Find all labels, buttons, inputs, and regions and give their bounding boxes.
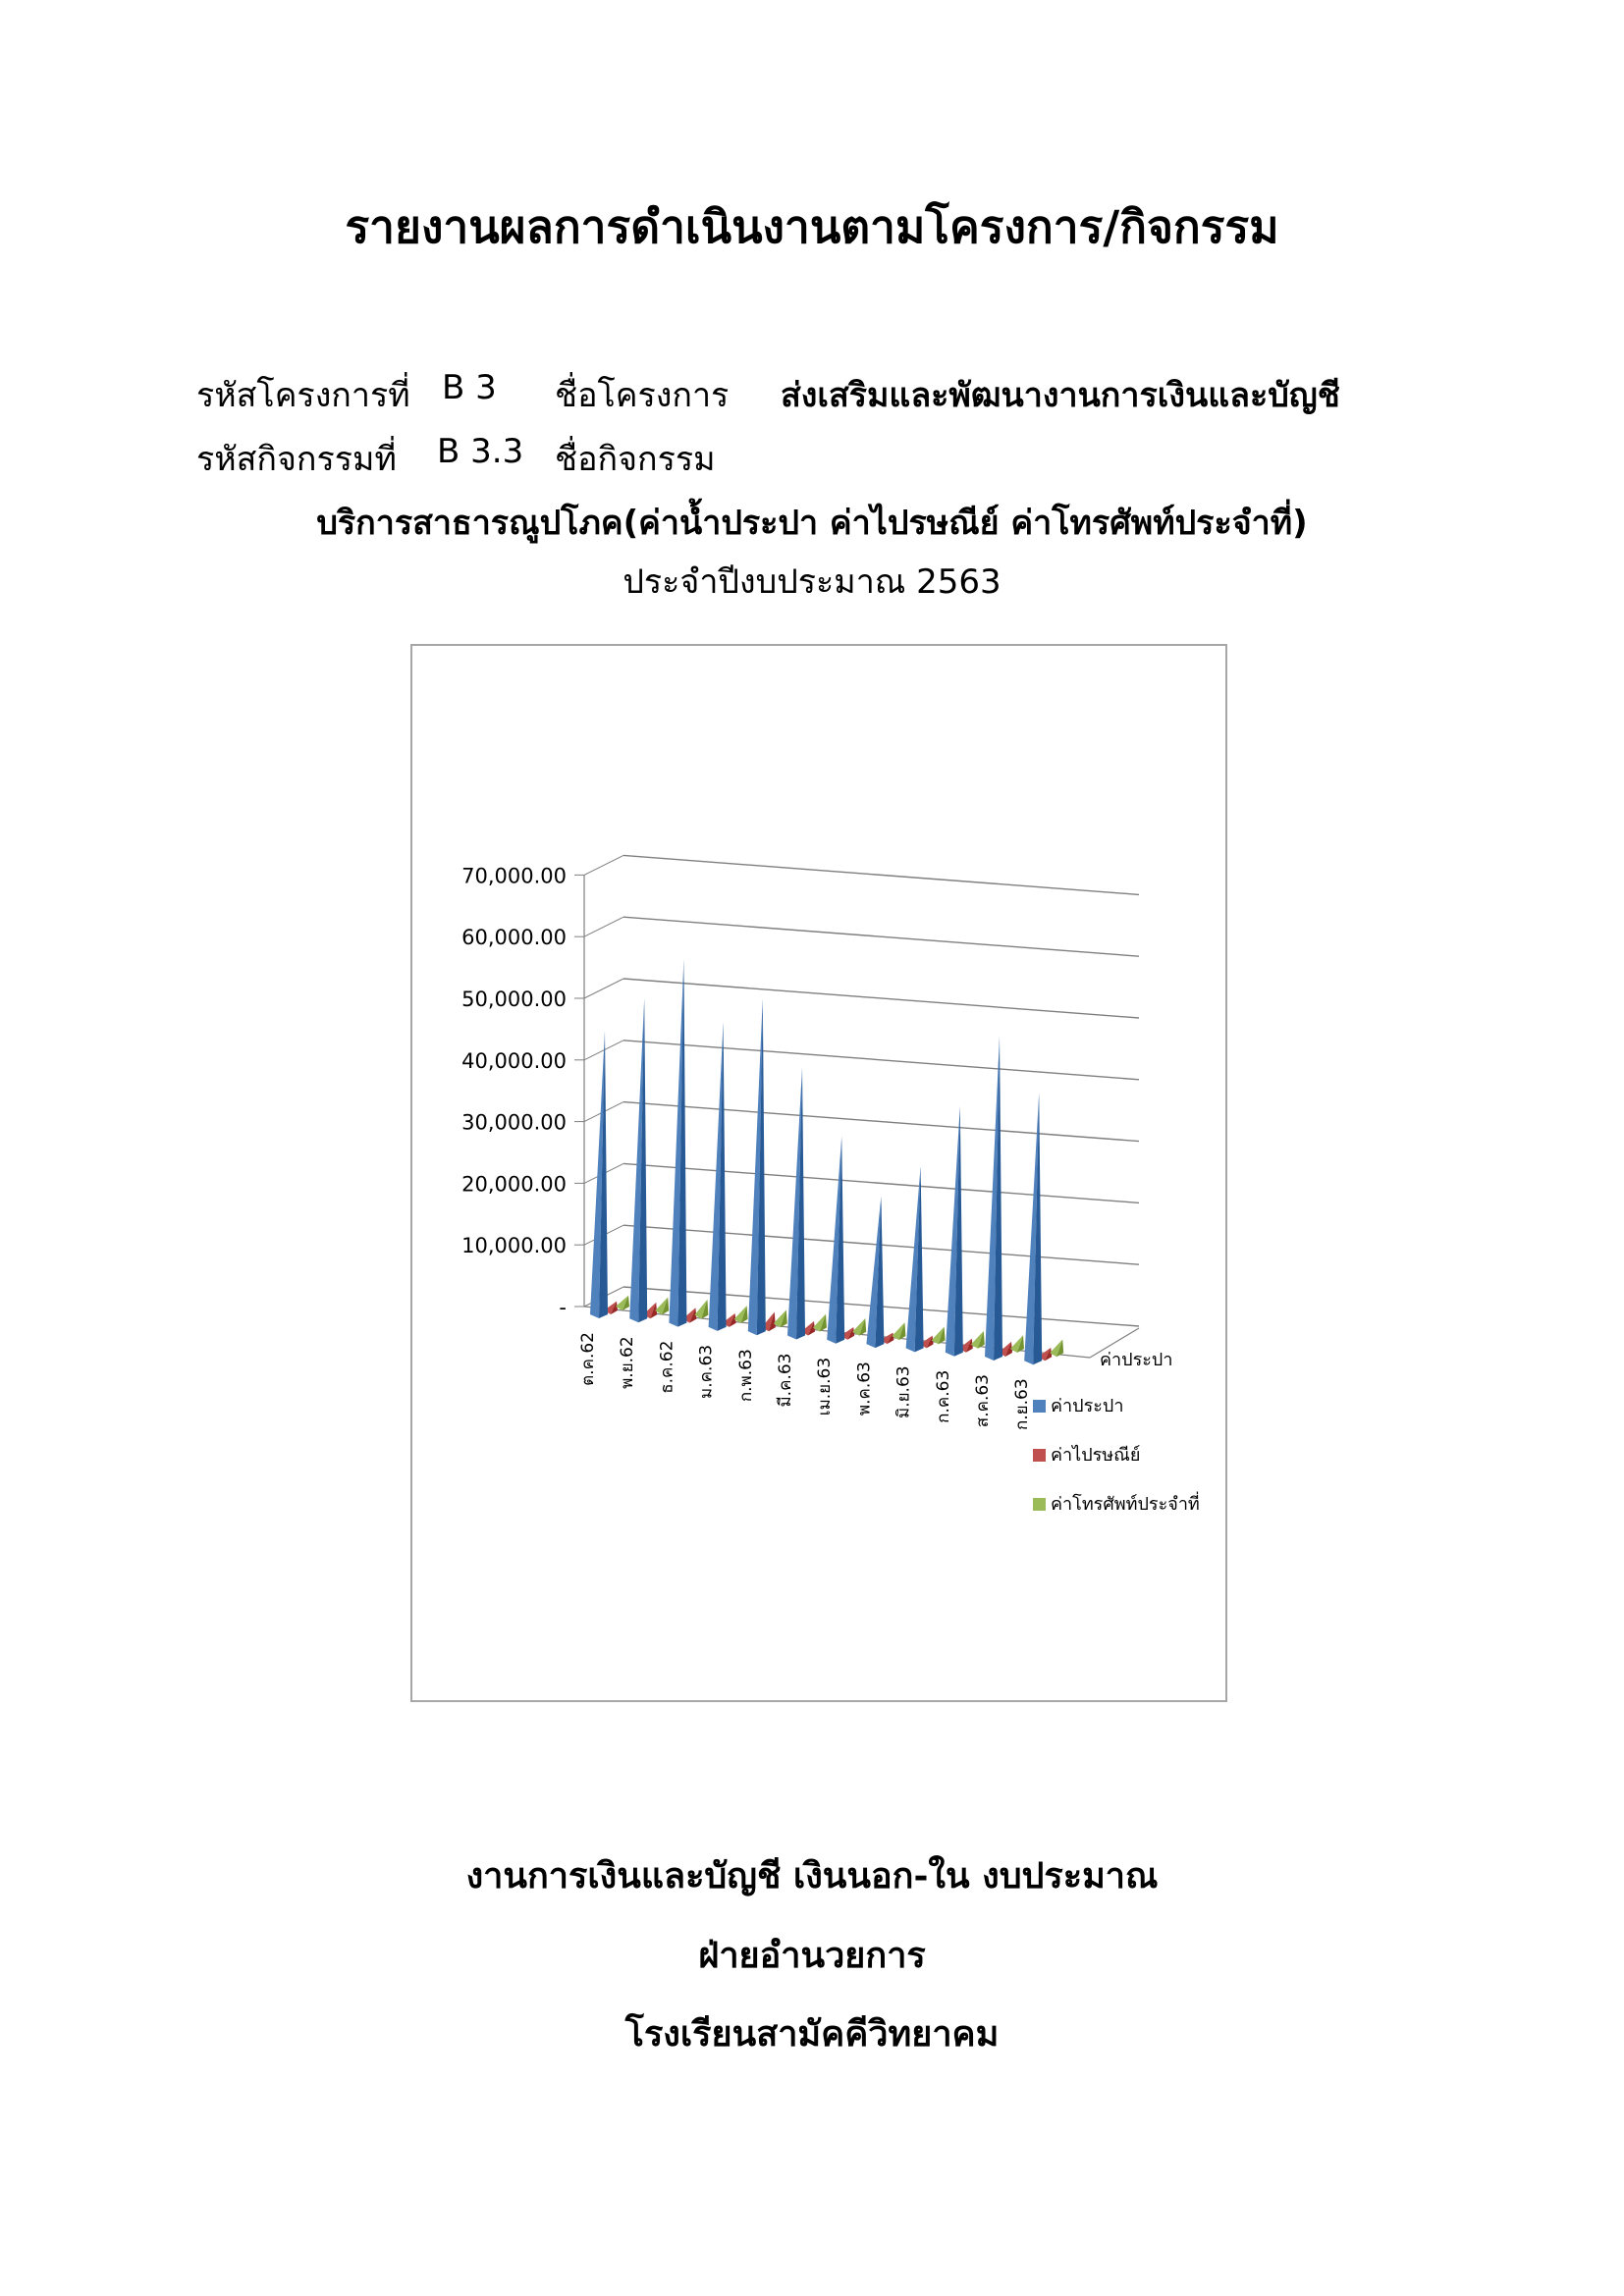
spike-telephone xyxy=(734,1306,748,1323)
y-tick-label: 60,000.00 xyxy=(461,926,567,950)
footer-department: งานการเงินและบัญชี เงินนอก-ใน งบประมาณ xyxy=(465,1855,1159,1896)
project-name-label: ชื่อโครงการ xyxy=(555,376,730,415)
gridline xyxy=(623,855,1139,894)
x-tick-label: ต.ค.62 xyxy=(578,1332,598,1386)
project-code-label: รหัสโครงการที่ xyxy=(196,376,410,415)
spike-water xyxy=(946,1106,963,1357)
gridline xyxy=(623,979,1139,1018)
spike-water xyxy=(709,1022,727,1331)
x-tick-label: ก.ค.63 xyxy=(933,1369,953,1423)
spike-water xyxy=(827,1137,844,1344)
spike-telephone xyxy=(616,1296,629,1310)
footer-school: โรงเรียนสามัคคีวิทยาคม xyxy=(624,2013,1000,2055)
project-name: ส่งเสริมและพัฒนางานการเงินและบัญชี xyxy=(781,376,1340,415)
spike-water xyxy=(748,998,766,1335)
x-tick-label: มิ.ย.63 xyxy=(893,1365,914,1419)
gridline xyxy=(623,917,1139,956)
y-tick-label: 30,000.00 xyxy=(461,1110,567,1135)
activity-code-label: รหัสกิจกรรมที่ xyxy=(196,440,397,479)
spike-water xyxy=(985,1036,1002,1361)
x-tick-label: มี.ค.63 xyxy=(776,1353,795,1408)
legend-entry: ค่าไปรษณีย์ xyxy=(1051,1445,1141,1466)
x-tick-label: พ.ค.63 xyxy=(854,1362,875,1416)
spike-telephone xyxy=(655,1297,669,1314)
spike-water xyxy=(590,1031,608,1318)
legend-entry: ค่าประปา xyxy=(1051,1396,1124,1416)
y-tick-label: 40,000.00 xyxy=(461,1048,567,1073)
x-tick-label: ส.ค.63 xyxy=(973,1374,993,1428)
x-tick-label: เม.ย.63 xyxy=(815,1357,836,1416)
activity-code: B 3.3 xyxy=(437,432,524,471)
chart-frame xyxy=(410,644,1227,1702)
activity-name-label: ชื่อกิจกรรม xyxy=(555,440,716,479)
activity-name: บริการสาธารณูปโภค(ค่าน้ำประปา ค่าไปรษณีย์ ค่าโทรศัพท์ประจำที่) xyxy=(316,504,1308,543)
y-tick-label: 50,000.00 xyxy=(461,988,567,1011)
document-title: รายงานผลการดำเนินงานตามโครงการ/กิจกรรม xyxy=(345,200,1279,253)
spike-water xyxy=(629,998,647,1323)
y-tick-label: - xyxy=(559,1296,567,1319)
gridline xyxy=(623,1102,1139,1142)
x-tick-label: ธ.ค.62 xyxy=(657,1340,677,1394)
y-tick-label: 20,000.00 xyxy=(461,1172,567,1197)
project-code: B 3 xyxy=(442,368,497,407)
spike-water xyxy=(669,959,686,1327)
footer-division: ฝ่ายอำนวยการ xyxy=(698,1935,926,1976)
x-tick-label: พ.ย.62 xyxy=(618,1336,638,1389)
x-tick-label: ก.ย.63 xyxy=(1012,1378,1033,1431)
x-tick-label: ม.ค.63 xyxy=(696,1344,717,1399)
gridline-side xyxy=(584,855,623,875)
spike-telephone xyxy=(813,1314,827,1332)
legend-swatch xyxy=(1033,1400,1046,1413)
spike-telephone xyxy=(694,1300,708,1319)
spike-water xyxy=(787,1067,805,1339)
utilities-chart xyxy=(412,646,1225,1700)
fiscal-year: ประจำปีงบประมาณ 2563 xyxy=(623,562,1001,602)
y-tick-label: 10,000.00 xyxy=(461,1234,567,1258)
gridline-side xyxy=(584,917,623,936)
spike-water xyxy=(866,1196,884,1348)
x-tick-label: ก.พ.63 xyxy=(735,1349,756,1403)
spike-telephone xyxy=(852,1318,866,1336)
legend-entry: ค่าโทรศัพท์ประจำที่ xyxy=(1051,1494,1200,1515)
gridline xyxy=(623,1041,1139,1080)
y-tick-label: 70,000.00 xyxy=(461,864,567,888)
legend-swatch xyxy=(1033,1498,1046,1511)
legend-swatch xyxy=(1033,1449,1046,1462)
depth-axis-label: ค่าประปา xyxy=(1100,1350,1173,1370)
spike-telephone xyxy=(774,1309,787,1327)
gridline xyxy=(623,1163,1139,1202)
spike-water xyxy=(906,1166,924,1352)
gridline-side xyxy=(584,979,623,998)
